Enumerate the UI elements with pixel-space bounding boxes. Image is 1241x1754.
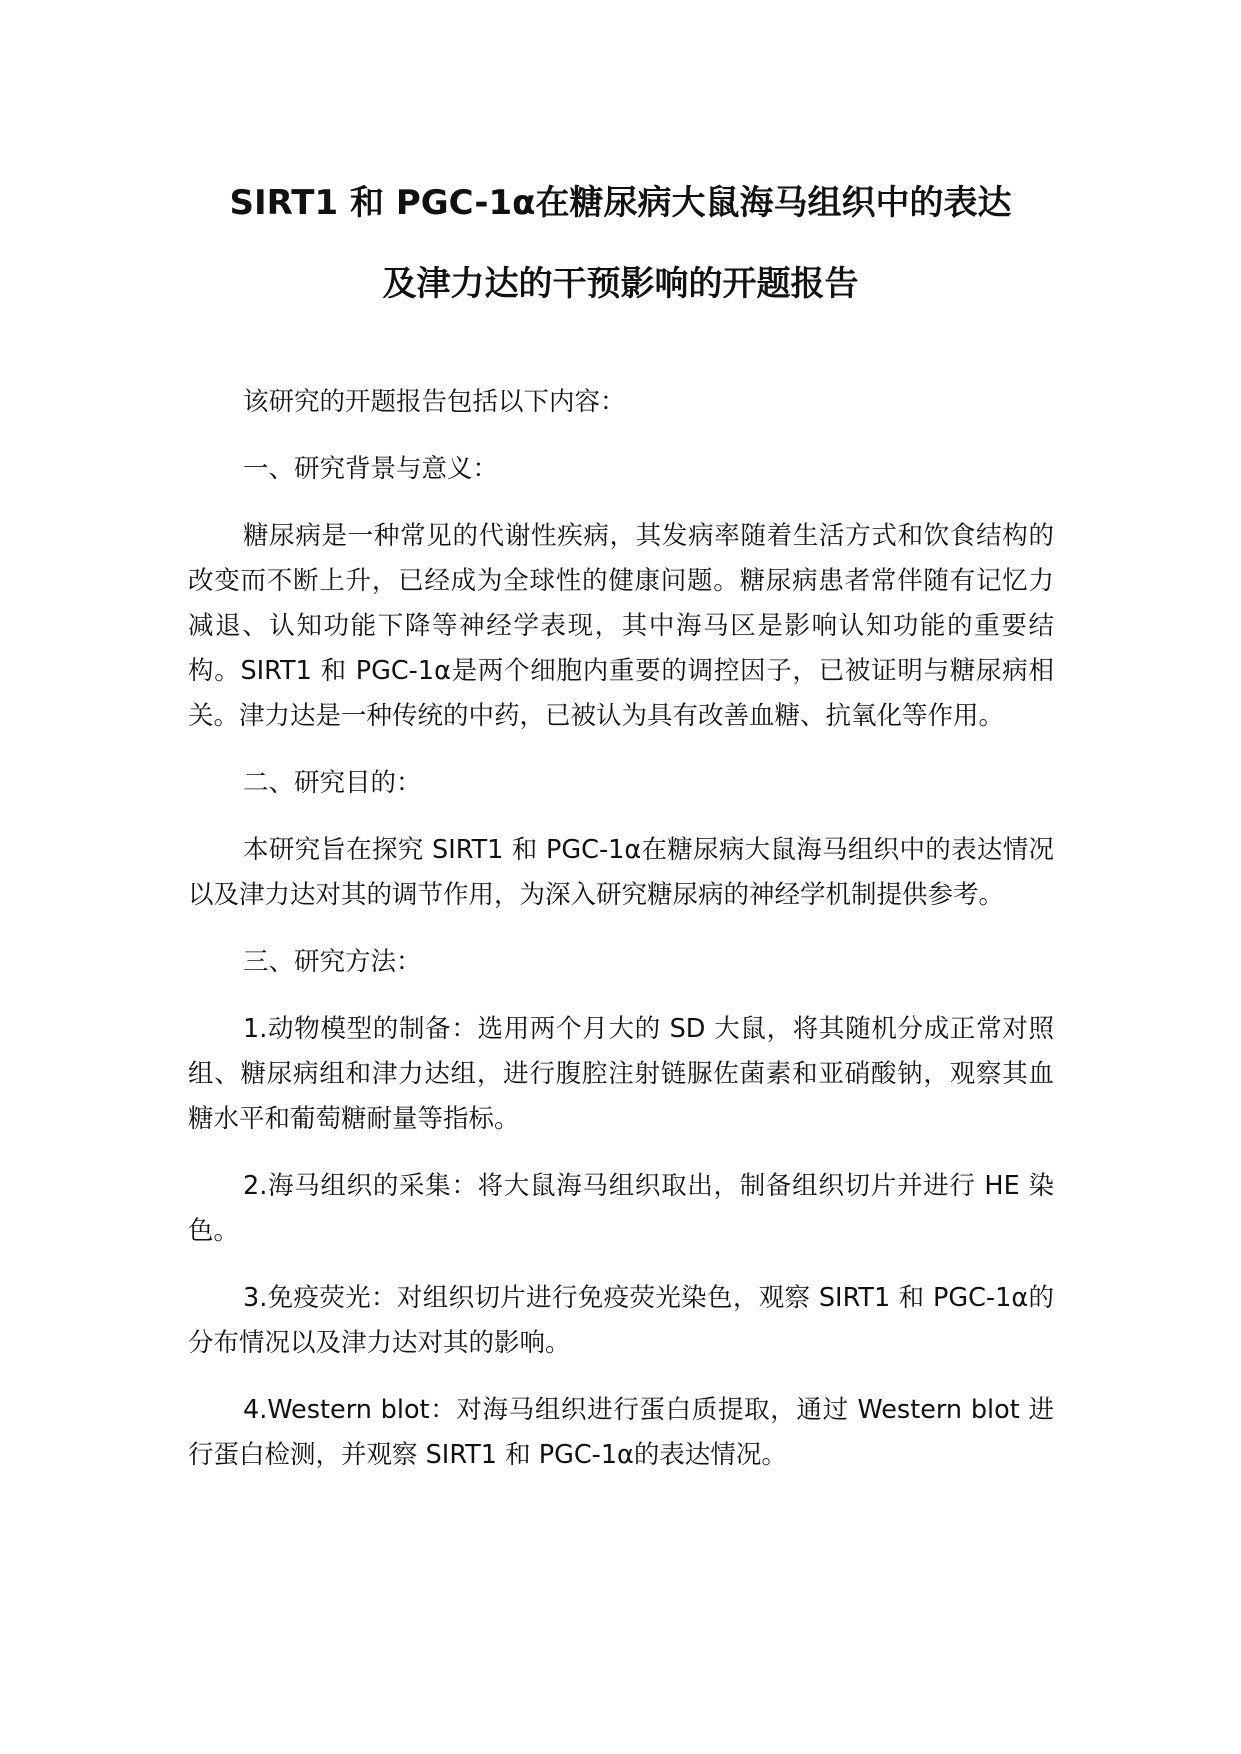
document-title-line-1: SIRT1 和 PGC-1α在糖尿病大鼠海马组织中的表达 [229, 183, 1012, 223]
background-paragraph: 糖尿病是一种常见的代谢性疾病，其发病率随着生活方式和饮食结构的改变而不断上升，已经成为全球性的健康问题。糖尿病患者常伴随有记忆力减退、认知功能下降等神经学表现，其中海马区是影响认知功能的重要结构。SIRT1 和 PGC-1α是两个细胞内重要的调控因子，已被证明与糖尿病相关。津力达是一种传统的中药，已被认为具有改善血糖、抗氧化等作用。 [188, 521, 1054, 731]
document-body [188, 380, 1054, 1500]
method-item: 2.海马组织的采集：将大鼠海马组织取出，制备组织切片并进行 HE 染色。 [188, 1171, 1054, 1246]
method-item: 4.Western blot：对海马组织进行蛋白质提取，通过 Western blot 进行蛋白检测，并观察 SIRT1 和 PGC-1α的表达情况。 [188, 1395, 1054, 1470]
section-heading-background: 一、研究背景与意义： [243, 454, 499, 484]
section-heading-methods: 三、研究方法： [243, 947, 422, 977]
intro-paragraph: 该研究的开题报告包括以下内容： [243, 387, 626, 417]
method-item: 1.动物模型的制备：选用两个月大的 SD 大鼠，将其随机分成正常对照组、糖尿病组和津力达组，进行腹腔注射链脲佐菌素和亚硝酸钠，观察其血糖水平和葡萄糖耐量等指标。 [188, 1014, 1054, 1134]
document-title-line-2: 及津力达的干预影响的开题报告 [382, 264, 859, 304]
section-heading-purpose: 二、研究目的： [243, 768, 422, 798]
purpose-paragraph: 本研究旨在探究 SIRT1 和 PGC-1α在糖尿病大鼠海马组织中的表达情况以及津力达对其的调节作用，为深入研究糖尿病的神经学机制提供参考。 [188, 835, 1054, 910]
method-item: 3.免疫荧光：对组织切片进行免疫荧光染色，观察 SIRT1 和 PGC-1α的分布情况以及津力达对其的影响。 [188, 1283, 1054, 1358]
